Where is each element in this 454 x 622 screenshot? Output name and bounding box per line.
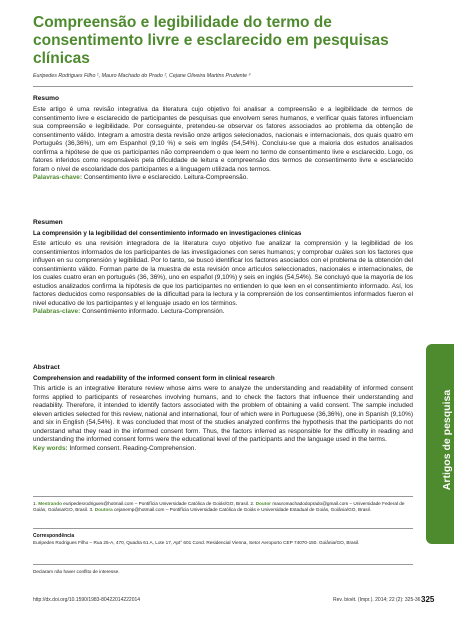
abstract-heading: Abstract <box>33 364 60 371</box>
resumen-heading: Resumen <box>33 219 63 226</box>
affiliation-text-3: cejanemp@hotmail.com – Pontifícia Universidade Católica de Goiás e Universidade Estadual de Goiás, Goiânia/GO, Brasil. <box>114 507 372 513</box>
resumen-section <box>33 219 413 317</box>
article-title: Compreensão e legibilidade do termo de consentimento livre e esclarecido em pesquisas clínicas <box>33 14 389 67</box>
divider-notes <box>33 496 413 497</box>
resumo-keywords-text: Consentimento livre e esclarecido. Leitura-Compreensão. <box>83 174 249 182</box>
declaration-text: Declaram não haver conflito de interesse. <box>33 569 120 574</box>
affiliation-label-3: Doutora <box>94 507 113 513</box>
resumen-keywords-text: Consentimiento informado. Lectura-Comprensión. <box>82 308 225 316</box>
affiliation-number-2: 2. <box>250 501 255 506</box>
divider-declaration <box>33 564 413 565</box>
resumo-text: Este artigo é uma revisão integrativa da literatura cujo objetivo foi analisar a compreensão e a legibilidade de termos de consentimento livre e esclarecido de participantes de pesquisas que envolvem seres humanos, e verificar quais fatores influenciam sua compreensão e legibilidade. Por conseguinte, pretendeu-se observar os fatores associados ao problema da obtenção de consentimento válido. Integram a amostra desta revisão onze artigos selecionados, nacionais e internacionais, dos quais quatro em Português (36,36%), um em Espanhol (9,10 %) e seis em Inglês (54,54%). Concluiu-se que a maioria dos estudos analisados confirma a hipótese de que os participantes não compreendem o que leem no termo de consentimento livre e esclarecido. Logo, os fatores inferidos como responsáveis pela dificuldade de leitura e compreensão dos termos de consentimento livre e esclarecido foram o nível de escolaridade dos participantes e a linguagem utilizada nos termos. <box>33 106 413 173</box>
affiliation-text-1: euripedesrodrigues@hotmail.com – Pontifícia Universidade Católica de Goiás/GO, Brasil. <box>63 501 250 506</box>
abstract-text: This article is an integrative literature review whose aims were to analyze the understanding and readability of informed consent forms applied to participants of researches involving humans, and to check the factors that influence their understanding and readability. Therefore, it intended to identify factors associated with the problem of obtaining a valid consent. The sample included eleven articles selected for this review, national and international, four of which were in Portuguese (36,36%), one in Spanish (9,10%) and six in English (54,54%). It was concluded that most of the studies analyzed confirms the hypothesis that the participants do not understand what they read in the informed consent form. Thus, the factors inferred as responsible for the difficulty in reading and understanding the informed consent forms were the educational level of the participants and the language used in the terms. <box>33 385 413 444</box>
resumen-text: Este artículo es una revisión integradora de la literatura cuyo objetivo fue analizar la comprensión y la legibilidad de los consentimientos informados de los participantes de las investigaciones con seres humanos; y comprobar cuáles son los factores que influyen en su comprensión y legibilidad. Por lo tanto, se buscó identificar los factores asociados con el problema de la obtención del consentimiento válido. Forman parte de la muestra de esta revisión once artículos seleccionados, nacionales e internacionales, de los cuales cuatro eran en portugués (36, 36%), uno en español (9,10%) y seis en inglés (54,54%). Se concluyó que la mayoría de los estudios analizados confirma la hipótesis de que los participantes no entienden lo que leen en el consentimiento informado. Así, los factores deducidos como responsables de la dificultad para la lectura y la comprensión de los consentimientos informados fueron el nivel educativo de los participantes y el lenguaje usado en los términos. <box>33 240 413 307</box>
article-authors: Euripedes Rodrigues Filho ¹, Mauro Machado do Prado ², Cejane Oliveira Martins Prudente ³ <box>33 73 251 79</box>
divider-correspondence <box>33 528 413 529</box>
affiliation-label-2: Doutor <box>255 501 272 506</box>
abstract-keywords <box>33 445 413 454</box>
correspondence-note <box>33 533 413 547</box>
affiliation-number-1: 1. <box>33 501 37 506</box>
abstract-keywords-label: Key words: <box>33 444 68 452</box>
resumen-subtitle: La comprensión y la legibilidad del consentimiento informado en investigaciones clínicas <box>33 230 302 237</box>
divider-top <box>33 86 413 87</box>
resumen-keywords <box>33 308 413 317</box>
affiliation-label-1: Mestrando <box>38 501 62 506</box>
page-number: 325 <box>421 595 435 604</box>
resumo-keywords <box>33 174 413 183</box>
abstract-keywords-text: Informed consent. Reading-Comprehension. <box>69 444 197 452</box>
affiliations-note <box>33 501 413 514</box>
resumo-keywords-label: Palavras-chave: <box>33 174 83 182</box>
correspondence-heading: Correspondência <box>33 533 75 539</box>
declaration-note <box>33 569 413 575</box>
side-tab-label: Artigos de pesquisa <box>441 389 453 491</box>
affiliation-text-2: mauromachadodoprado@gmail.com – Universidade Federal de Goiás, Goiânia/GO, Brasil. <box>33 501 405 513</box>
resumo-section <box>33 95 413 183</box>
resumen-keywords-label: Palabras-clave: <box>33 308 81 316</box>
affiliation-number-3: 3. <box>89 507 94 513</box>
resumo-heading: Resumo <box>33 95 60 102</box>
doi-link[interactable]: http://dx.doi.org/10.1590/1983-80422014222014 <box>33 597 141 603</box>
section-side-tab <box>426 344 454 544</box>
abstract-subtitle: Comprehension and readability of the informed consent form in clinical research <box>33 375 275 382</box>
correspondence-text: Euripedes Rodrigues Filho – Rua 25-A, 470, Quadra 61 A, Lote 17, Apt° 601 Cond. Residencial Vienna, Setor Aeroporto CEP 74070-150. Goiânia/GO, Brasil. <box>33 540 360 546</box>
journal-citation: Rev. bioét. (Impr.). 2014; 22 (2): 325-36 <box>333 597 421 603</box>
abstract-section <box>33 364 413 453</box>
